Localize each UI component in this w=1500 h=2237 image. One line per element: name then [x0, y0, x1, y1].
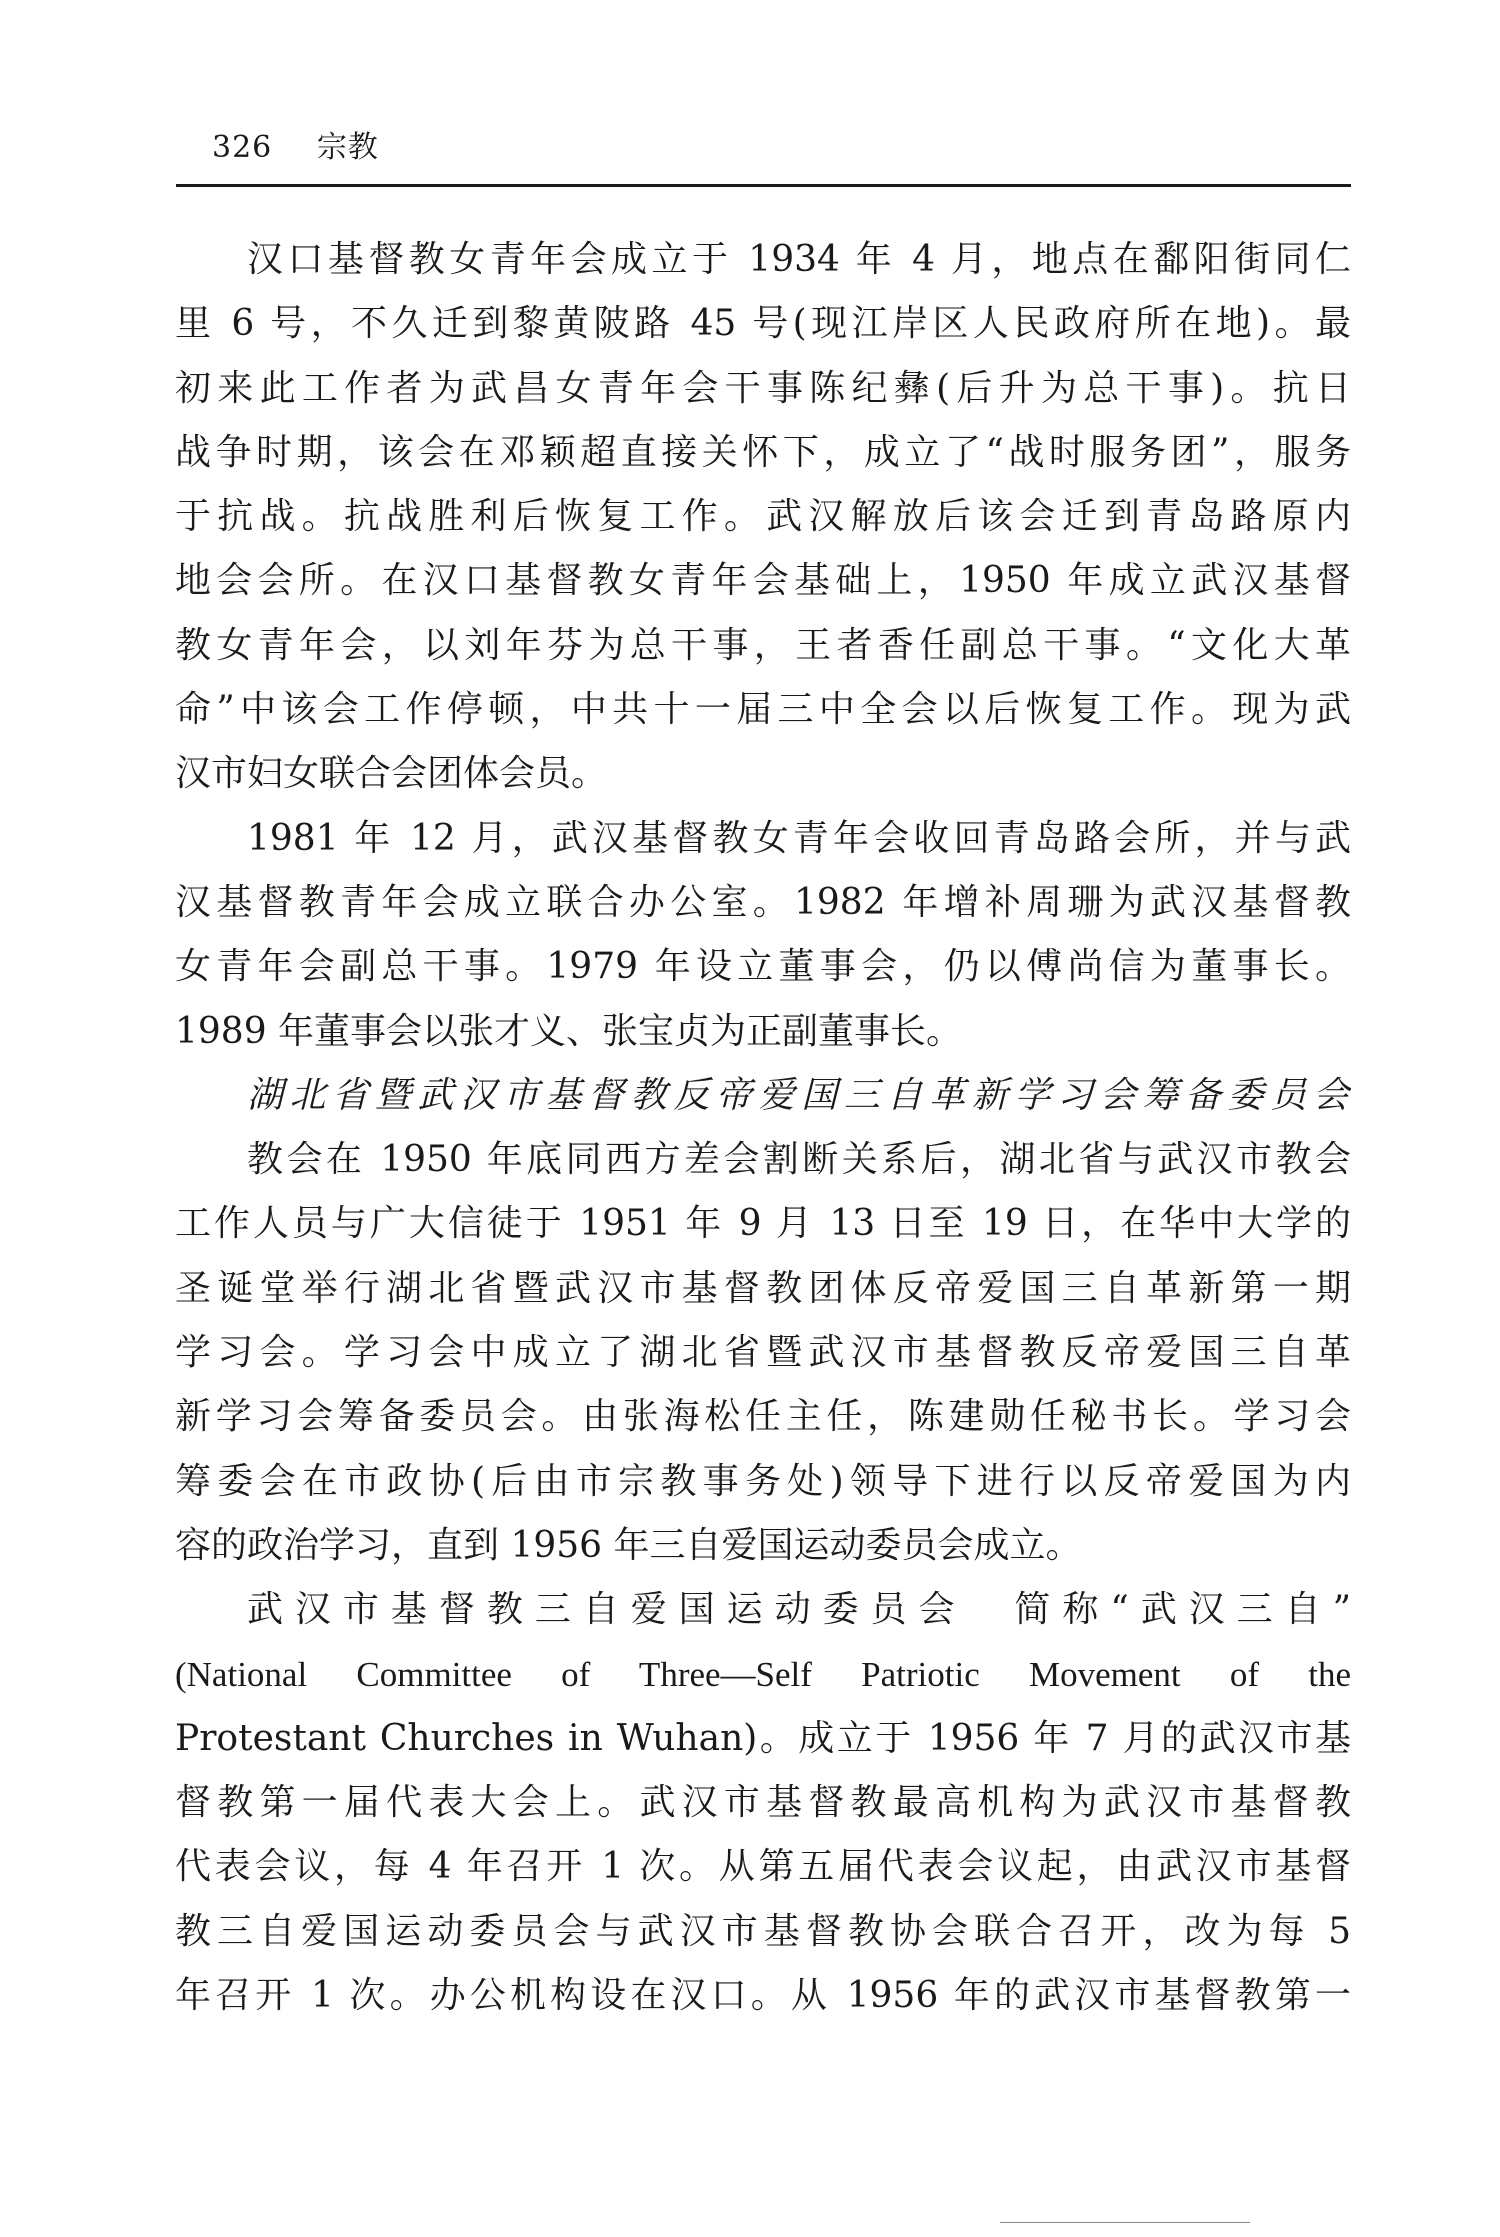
text-line: 初来此工作者为武昌女青年会干事陈纪彝(后升为总干事)。抗日	[175, 367, 1351, 409]
text-line: 教女青年会，以刘年芬为总干事，王者香任副总干事。“文化大革	[175, 624, 1351, 666]
text-line: 汉市妇女联合会团体会员。	[175, 753, 608, 795]
text-line: 教三自爱国运动委员会与武汉市基督教协会联合召开，改为每 5	[175, 1910, 1351, 1952]
text-line: 学习会。学习会中成立了湖北省暨武汉市基督教反帝爱国三自革	[175, 1332, 1351, 1374]
text-line: Protestant Churches in Wuhan)。成立于 1956 年 7 月的武汉市基	[175, 1717, 1351, 1759]
text-line: 武汉市基督教三自爱国运动委员会 简称“武汉三自”	[247, 1589, 1351, 1631]
text-line: 年召开 1 次。办公机构设在汉口。从 1956 年的武汉市基督教第一	[175, 1975, 1351, 2017]
body-text	[175, 228, 1351, 2028]
section-title: 宗教	[316, 130, 379, 165]
text-line: 督教第一届代表大会上。武汉市基督教最高机构为武汉市基督教	[175, 1782, 1351, 1824]
text-line: (National Committee of Three—Self Patriotic Movement of the	[175, 1654, 1351, 1694]
text-line: 筹委会在市政协(后由市宗教事务处)领导下进行以反帝爱国为内	[175, 1460, 1351, 1502]
subheading-line: 湖北省暨武汉市基督教反帝爱国三自革新学习会筹备委员会	[247, 1074, 1351, 1116]
text-line: 1981 年 12 月，武汉基督教女青年会收回青岛路会所，并与武	[247, 817, 1351, 859]
footer-mark	[1000, 2222, 1250, 2223]
text-line: 汉基督教青年会成立联合办公室。1982 年增补周珊为武汉基督教	[175, 881, 1351, 923]
text-line: 新学习会筹备委员会。由张海松任主任，陈建勋任秘书长。学习会	[175, 1396, 1351, 1438]
text-line: 汉口基督教女青年会成立于 1934 年 4 月，地点在鄱阳街同仁	[247, 239, 1351, 280]
header-rule	[176, 184, 1351, 187]
text-line: 代表会议，每 4 年召开 1 次。从第五届代表会议起，由武汉市基督	[175, 1846, 1351, 1888]
page-number: 326	[212, 130, 273, 165]
text-line: 容的政治学习，直到 1956 年三自爱国运动委员会成立。	[175, 1524, 1082, 1566]
text-line: 命”中该会工作停顿，中共十一届三中全会以后恢复工作。现为武	[175, 689, 1351, 731]
text-line: 女青年会副总干事。1979 年设立董事会，仍以傅尚信为董事长。	[175, 946, 1351, 988]
text-line: 地会会所。在汉口基督教女青年会基础上，1950 年成立武汉基督	[175, 560, 1351, 602]
text-line: 工作人员与广大信徒于 1951 年 9 月 13 日至 19 日，在华中大学的	[175, 1203, 1351, 1245]
text-line: 战争时期，该会在邓颖超直接关怀下，成立了“战时服务团”，服务	[175, 431, 1351, 473]
running-header	[212, 122, 379, 166]
text-line: 里 6 号，不久迁到黎黄陂路 45 号(现江岸区人民政府所在地)。最	[175, 303, 1351, 345]
text-line: 1989 年董事会以张才义、张宝贞为正副董事长。	[175, 1010, 963, 1052]
text-line: 于抗战。抗战胜利后恢复工作。武汉解放后该会迁到青岛路原内	[175, 496, 1351, 538]
text-line: 教会在 1950 年底同西方差会割断关系后，湖北省与武汉市教会	[247, 1139, 1351, 1181]
text-line: 圣诞堂举行湖北省暨武汉市基督教团体反帝爱国三自革新第一期	[175, 1267, 1351, 1309]
